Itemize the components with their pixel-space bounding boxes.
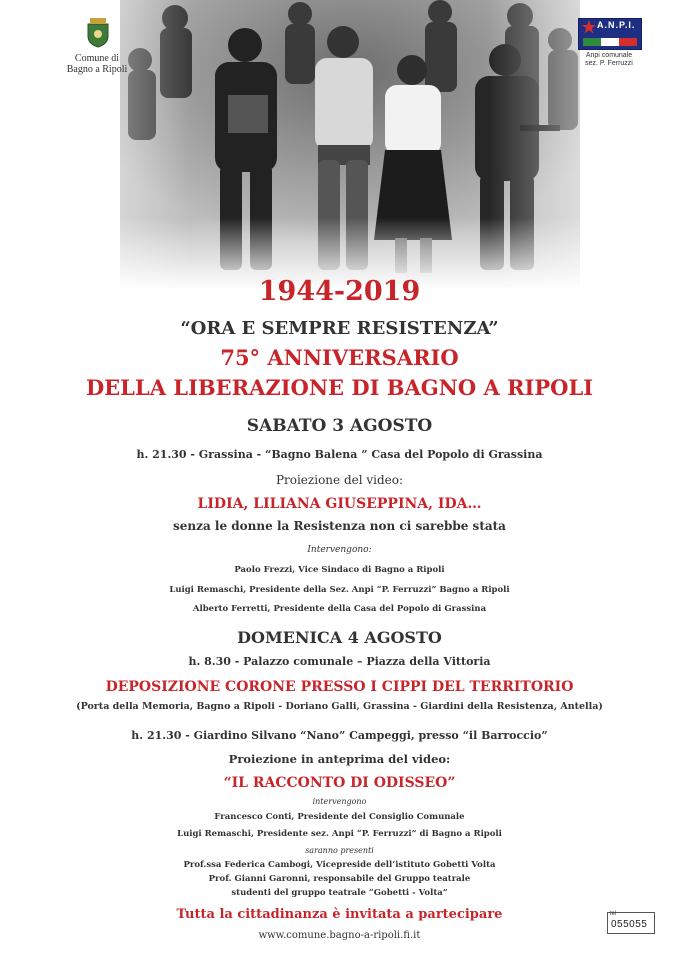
saturday-video-title: LIDIA, LILIANA GIUSEPPINA, IDA…	[197, 496, 482, 512]
sunday-morning: h. 8.30 - Palazzo comunale – Piazza della Vittoria	[188, 655, 491, 668]
sunday-proiezione: Proiezione in anteprima del video:	[228, 752, 451, 766]
website-url: www.comune.bagno-a-ripoli.fi.it	[258, 930, 421, 941]
anpi-line1: Anpi comunale	[585, 52, 633, 59]
anpi-badge	[578, 18, 642, 50]
sunday-deposizione: DEPOSIZIONE CORONE PRESSO I CIPPI DEL TERRITORIO	[105, 679, 574, 695]
comune-label	[52, 53, 142, 75]
speaker-item: Alberto Ferretti, Presidente della Casa del Popolo di Grassina	[192, 604, 487, 614]
sunday-present-label: saranno presenti	[305, 846, 374, 855]
tel-badge	[607, 912, 655, 934]
tel-number: 055055	[611, 919, 648, 930]
sunday-date: DOMENICA 4 AGOSTO	[237, 628, 442, 647]
comune-line1: Comune di	[74, 53, 120, 64]
star-icon	[582, 20, 596, 34]
liberation-title: DELLA LIBERAZIONE DI BAGNO A RIPOLI	[85, 375, 594, 400]
invite-text: Tutta la cittadinanza è invitata a partecipare	[176, 907, 503, 922]
anpi-logo	[578, 18, 650, 68]
comune-line2: Bagno a Ripoli	[66, 64, 128, 75]
speaker-item: Paolo Frezzi, Vice Sindaco di Bagno a Ripoli	[234, 565, 445, 575]
anniversary-title: 75° ANNIVERSARIO	[220, 345, 459, 370]
sunday-places: (Porta della Memoria, Bagno a Ripoli - Doriano Galli, Grassina - Giardini della Resistenza, Antella)	[76, 701, 603, 712]
saturday-proiezione: Proiezione del video:	[275, 473, 404, 487]
sunday-video-title: “IL RACCONTO DI ODISSEO”	[223, 775, 456, 791]
years-title: 1944-2019	[258, 276, 421, 307]
anpi-line2: sez. P. Ferruzzi	[585, 60, 633, 67]
present-item: studenti del gruppo teatrale “Gobetti - Volta”	[231, 888, 448, 898]
present-item: Prof.ssa Federica Cambogi, Vicepreside dell’istituto Gobetti Volta	[183, 860, 496, 870]
motto: “ORA E SEMPRE RESISTENZA”	[180, 318, 499, 339]
saturday-time-place: h. 21.30 - Grassina - “Bagno Balena ” Casa del Popolo di Grassina	[136, 448, 543, 461]
tel-label: tel	[610, 911, 617, 917]
saturday-date: SABATO 3 AGOSTO	[246, 416, 433, 436]
sunday-speakers-label: intervengono	[312, 797, 367, 806]
sunday-evening: h. 21.30 - Giardino Silvano “Nano” Campeggi, presso “il Barroccio”	[131, 729, 548, 742]
speaker-item: Francesco Conti, Presidente del Consiglio Comunale	[214, 812, 465, 822]
present-item: Prof. Gianni Garonni, responsabile del Gruppo teatrale	[208, 874, 471, 884]
comune-coat-of-arms-icon	[86, 18, 110, 48]
speaker-item: Luigi Remaschi, Presidente della Sez. Anpi “P. Ferruzzi” Bagno a Ripoli	[169, 585, 510, 595]
saturday-speakers-label: Intervengono:	[307, 545, 372, 555]
speaker-item: Luigi Remaschi, Presidente sez. Anpi “P. Ferruzzi” di Bagno a Ripoli	[177, 829, 502, 839]
anpi-caption	[578, 52, 640, 68]
saturday-video-subtitle: senza le donne la Resistenza non ci sarebbe stata	[173, 519, 506, 533]
anpi-logo-text: A.N.P.I.	[597, 20, 636, 30]
italian-flag-icon	[583, 38, 637, 46]
